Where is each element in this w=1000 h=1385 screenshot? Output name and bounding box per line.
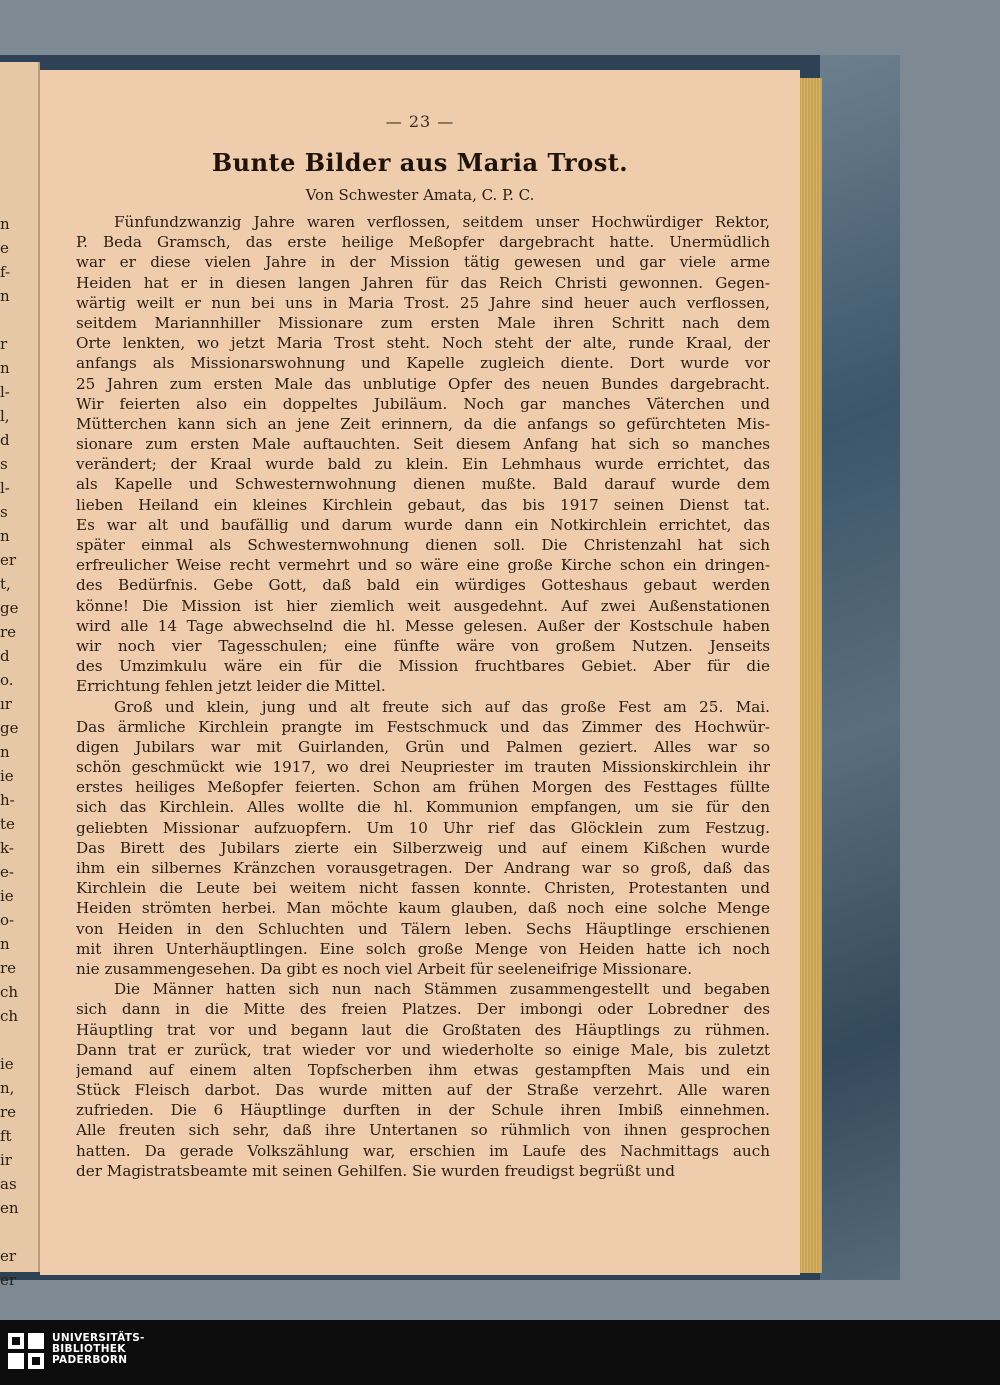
margin-fragment: re	[0, 959, 17, 977]
library-name-line-1: UNIVERSITÄTS-	[52, 1332, 145, 1344]
margin-fragment: r	[0, 335, 8, 353]
text-line: Kirchlein die Leute bei weitem nicht fassen konnte. Christen, Protestanten und	[76, 879, 770, 898]
text-line: Heiden strömten herbei. Man möchte kaum glauben, daß noch eine solche Menge	[76, 899, 770, 918]
text-line: von Heiden in den Schluchten und Tälern leben. Sechs Häuptlinge erschienen	[76, 919, 770, 938]
text-line: Groß und klein, jung und alt freute sich auf das große Fest am 25. Mai.	[114, 697, 770, 716]
text-line: geliebten Missionar aufzuopfern. Um 10 Uhr rief das Glöcklein zum Festzug.	[76, 818, 770, 837]
text-line: ihm ein silbernes Kränzchen vorausgetragen. Der Andrang war so groß, daß das	[76, 859, 770, 877]
margin-fragment: ie	[0, 1055, 14, 1073]
margin-fragment: o-	[0, 911, 15, 929]
text-line: seitdem Mariannhiller Missionare zum ersten Male ihren Schritt nach dem	[76, 313, 770, 332]
margin-fragment: e-	[0, 863, 14, 881]
left-page	[0, 62, 40, 1289]
library-name-line-2: BIBLIOTHEK	[52, 1343, 126, 1355]
article-author: Von Schwester Amata, C. P. C.	[305, 186, 535, 204]
text-line: der Magistratsbeamte mit seinen Gehilfen. Sie wurden freudigst begrüßt und	[76, 1161, 675, 1180]
text-line: des Umzimkulu wäre ein für die Mission fruchtbares Gebiet. Aber für die	[76, 657, 770, 676]
margin-fragment: e	[0, 239, 9, 257]
margin-fragment: l,	[0, 407, 10, 425]
margin-fragment: s	[0, 503, 8, 521]
text-line: sionare zum ersten Male auftauchten. Seit diesem Anfang hat sich so manches	[76, 435, 770, 454]
margin-fragment: t,	[0, 575, 11, 593]
margin-fragment: n	[0, 527, 10, 545]
text-line: Stück Fleisch darbot. Das wurde mitten auf der Straße verzehrt. Alle waren	[76, 1081, 770, 1100]
margin-fragment: n	[0, 743, 10, 761]
page-number: — 23 —	[385, 112, 455, 131]
margin-fragment: er	[0, 1271, 17, 1289]
article-title: Bunte Bilder aus Maria Trost.	[211, 148, 629, 177]
text-line: lieben Heiland ein kleines Kirchlein gebaut, das bis 1917 seinen Dienst tat.	[76, 495, 770, 514]
text-line: Es war alt und baufällig und darum wurde dann ein Notkirchlein errichtet, das	[76, 515, 770, 534]
text-line: zufrieden. Die 6 Häuptlinge durften in der Schule ihren Imbiß einnehmen.	[76, 1101, 770, 1120]
margin-fragment: er	[0, 551, 17, 569]
margin-fragment: n	[0, 935, 10, 953]
margin-fragment: ir	[0, 1151, 12, 1169]
margin-fragment: as	[0, 1175, 17, 1193]
footer-bar	[0, 1320, 1000, 1385]
text-line: Das ärmliche Kirchlein prangte im Festschmuck und das Zimmer des Hochwür-	[76, 717, 770, 736]
text-line: anfangs als Missionarswohnung und Kapelle zugleich diente. Dort wurde vor	[76, 354, 770, 373]
text-line: Die Männer hatten sich nun nach Stämmen zusammengestellt und begaben	[114, 980, 770, 999]
margin-fragment: ır	[0, 695, 12, 713]
margin-fragment: f-	[0, 263, 11, 281]
margin-fragment: h-	[0, 791, 15, 809]
margin-fragment: o.	[0, 671, 14, 689]
margin-fragment: er	[0, 1247, 17, 1265]
text-line: Heiden hat er in diesen langen Jahren für das Reich Christi gewonnen. Gegen-	[76, 273, 770, 292]
margin-fragment: re	[0, 623, 17, 641]
margin-fragment: re	[0, 1103, 17, 1121]
margin-fragment: ie	[0, 887, 14, 905]
text-line: erfreulicher Weise recht vermehrt und so wäre eine große Kirche schon ein dringen-	[76, 556, 770, 575]
library-name-line-3: PADERBORN	[52, 1354, 128, 1366]
text-line: jemand auf einem alten Topfscherben ihm etwas gestampften Mais und ein	[76, 1060, 770, 1079]
margin-fragment	[0, 1028, 22, 1052]
marbled-board	[820, 55, 900, 1280]
text-line: erstes heiliges Meßopfer feierten. Schon am frühen Morgen des Festtages füllte	[76, 778, 770, 797]
margin-fragment: l-	[0, 383, 10, 401]
text-line: des Bedürfnis. Gebe Gott, daß bald ein würdiges Gotteshaus gebaut werden	[76, 576, 770, 595]
text-line: wir noch vier Tagesschulen; eine fünfte wäre von großem Nutzen. Jenseits	[76, 636, 770, 655]
margin-fragment: ge	[0, 599, 19, 617]
text-line: sich das Kirchlein. Alles wollte die hl. Kommunion empfangen, um sie für den	[76, 798, 770, 817]
text-line: Das Birett des Jubilars zierte ein Silberzweig und auf einem Kißchen wurde	[76, 838, 770, 857]
text-line: sich dann in die Mitte des freien Platzes. Der imbongi oder Lobredner des	[76, 1000, 770, 1019]
margin-fragment: d	[0, 431, 10, 449]
text-line: Häuptling trat vor und begann laut die Großtaten des Häuptlings zu rühmen.	[76, 1020, 770, 1039]
margin-fragment: ft	[0, 1127, 12, 1145]
text-line: Errichtung fehlen jetzt leider die Mittel.	[76, 677, 386, 696]
left-page-text-fragments	[0, 212, 22, 1292]
margin-fragment	[0, 308, 22, 332]
text-line: Mütterchen kann sich an jene Zeit erinnern, da die anfangs so gefürchteten Mis-	[76, 414, 770, 433]
margin-fragment: n	[0, 215, 10, 233]
margin-fragment: ch	[0, 983, 19, 1001]
text-line: wärtig weilt er nun bei uns in Maria Trost. 25 Jahre sind heuer auch verflossen,	[76, 293, 770, 312]
text-line: Orte lenkten, wo jetzt Maria Trost steht. Noch steht der alte, runde Kraal, der	[76, 334, 770, 353]
library-name	[52, 1333, 145, 1366]
text-line: hatten. Da gerade Volkszählung war, erschien im Laufe des Nachmittags auch	[76, 1141, 770, 1160]
text-line: könne! Die Mission ist hier ziemlich weit ausgedehnt. Auf zwei Außenstationen	[76, 596, 770, 615]
text-line: Dann trat er zurück, trat wieder vor und wiederholte so einige Male, bis zuletzt	[76, 1040, 770, 1059]
text-line: Fünfundzwanzig Jahre waren verflossen, seitdem unser Hochwürdiger Rektor,	[114, 213, 770, 231]
margin-fragment: n,	[0, 1079, 15, 1097]
library-logo-icon	[8, 1333, 44, 1369]
text-line: wird alle 14 Tage abwechselnd die hl. Messe gelesen. Außer der Kostschule haben	[76, 616, 770, 635]
text-line: war er diese vielen Jahre in der Mission tätig gewesen und gar viele arme	[76, 253, 770, 272]
margin-fragment: ch	[0, 1007, 19, 1025]
text-line: Wir feierten also ein doppeltes Jubiläum. Noch gar manches Väterchen und	[76, 394, 770, 413]
margin-fragment: te	[0, 815, 15, 833]
margin-fragment	[0, 1220, 22, 1244]
margin-fragment: n	[0, 359, 10, 377]
margin-fragment: k-	[0, 839, 14, 857]
text-line: schön geschmückt wie 1917, wo drei Neupriester im trauten Missionskirchlein ihr	[76, 758, 770, 777]
margin-fragment: s	[0, 455, 8, 473]
text-line: verändert; der Kraal wurde bald zu klein. Ein Lehmhaus wurde errichtet, das	[76, 455, 770, 474]
text-line: P. Beda Gramsch, das erste heilige Meßopfer dargebracht hatte. Unermüdlich	[76, 233, 770, 252]
margin-fragment: ge	[0, 719, 19, 737]
text-line: nie zusammengesehen. Da gibt es noch viel Arbeit für seeleneifrige Missionare.	[76, 959, 693, 978]
margin-fragment: ie	[0, 767, 14, 785]
margin-fragment: n	[0, 287, 10, 305]
article-body	[76, 212, 770, 1181]
text-line: mit ihren Unterhäuptlingen. Eine solch große Menge von Heiden hatte ich noch	[76, 939, 770, 958]
margin-fragment: l-	[0, 479, 10, 497]
text-line: digen Jubilars war mit Guirlanden, Grün und Palmen geziert. Alles war so	[76, 737, 770, 756]
text-line: Alle freuten sich sehr, daß ihre Untertanen so rühmlich von ihnen gesprochen	[76, 1121, 770, 1140]
margin-fragment: d	[0, 647, 10, 665]
text-line: später einmal als Schwesternwohnung dienen soll. Die Christenzahl hat sich	[76, 536, 770, 554]
margin-fragment: en	[0, 1199, 19, 1217]
text-line: als Kapelle und Schwesternwohnung dienen mußte. Bald darauf wurde dem	[76, 475, 770, 494]
page-edges	[800, 78, 822, 1273]
text-line: 25 Jahren zum ersten Male das unblutige Opfer des neuen Bundes dargebracht.	[76, 374, 770, 393]
